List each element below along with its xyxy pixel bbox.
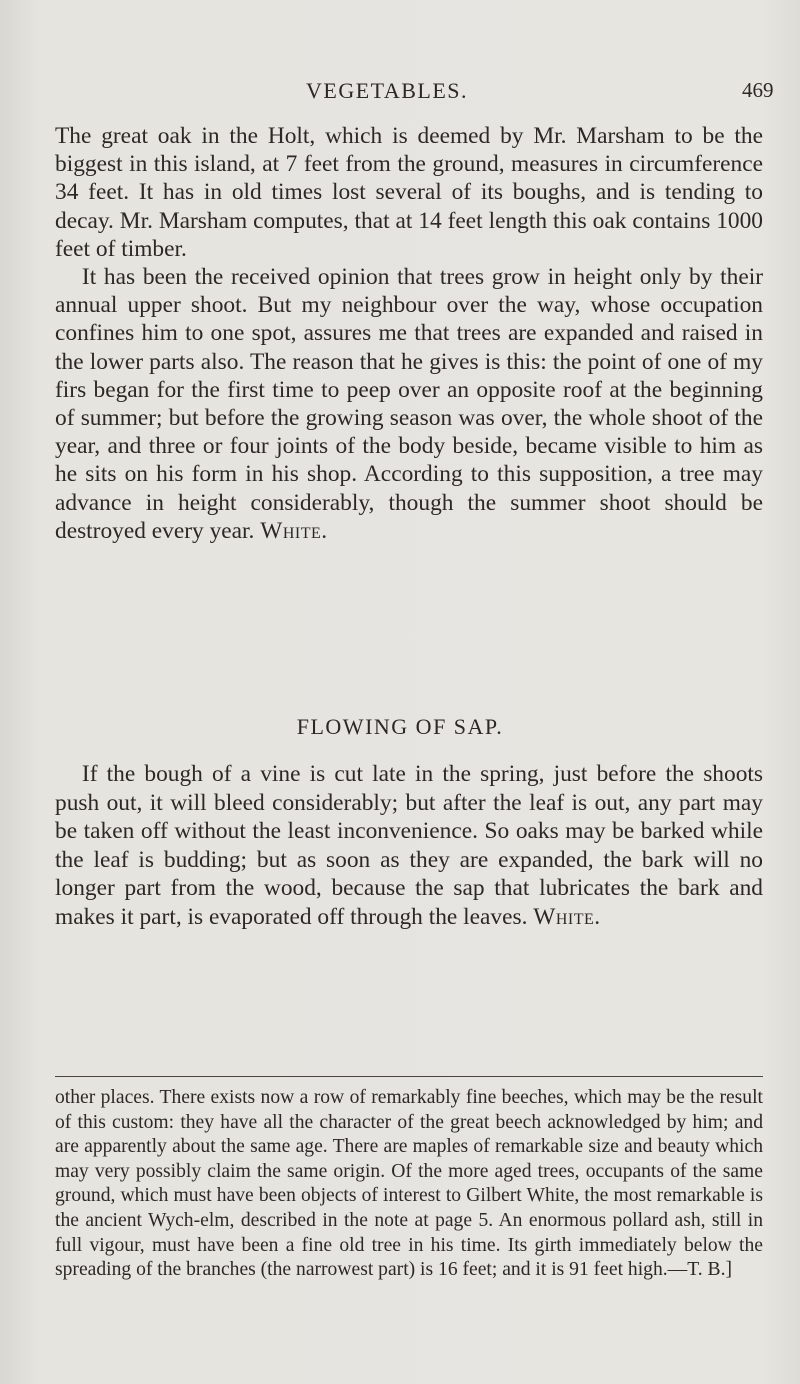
growth-paragraph-text: It has been the received opinion that trees grow in height only by their annual upper shoot. But my neighbour over the way, whose occupation confines him to one spot, assures me that trees are expanded and raised in the lower parts also. The reason that he gives is this: the point of one of my firs began for the first time to peep over an opposite roof at the beginning of summer; but before the growing season was over, the whole shoot of the year, and three or four joints of the body beside, became visible to him as he sits on his form in his shop. According to this supposition, a tree may advance in height considerably, though the summer shoot should be destroyed every year. xyxy=(55,264,763,544)
signature-white-1: White. xyxy=(260,517,328,544)
growth-paragraph xyxy=(55,263,763,545)
running-head xyxy=(0,78,800,108)
footnote-text: other places. There exists now a row of remarkably fine beeches, which may be the result of this custom: they have all the character of the great beech acknowledged by him; and are apparently about the same age. There are maples of remarkable size and beauty which may very possibly claim the same origin. Of the more aged trees, occupants of the same ground, which must have been objects of interest to Gilbert White, the most remarkable is the ancient Wych-elm, described in the note at page 5. An enormous pollard ash, still in full vigour, must have been a fine old tree in his time. Its girth immediately below the spreading of the branches (the narrowest part) is 16 feet; and it is 91 feet high.—T. B.] xyxy=(55,1087,763,1281)
sap-section xyxy=(55,760,763,932)
page-number: 469 xyxy=(742,78,774,102)
footnote-rule xyxy=(55,1076,763,1077)
section-heading-flowing-of-sap: FLOWING OF SAP. xyxy=(296,714,504,739)
footnote xyxy=(55,1086,763,1283)
sap-paragraph xyxy=(55,760,763,932)
sap-paragraph-text: If the bough of a vine is cut late in the spring, just before the shoots push out, it will bleed considerably; but after the leaf is out, any part may be taken off without the least inconvenience. So oaks may be barked while the leaf is budding; but as soon as they are expanded, the bark will no longer part from the wood, because the sap that lubricates the bark and makes it part, is evaporated off through the leaves. xyxy=(55,761,763,930)
running-title: VEGETABLES. xyxy=(306,78,469,103)
signature-white-2: White. xyxy=(533,903,601,930)
oak-paragraph xyxy=(55,122,763,263)
oak-paragraph-text: The great oak in the Holt, which is deemed by Mr. Marsham to be the biggest in this island, at 7 feet from the ground, measures in circumference 34 feet. It has in old times lost several of its boughs, and is tending to decay. Mr. Marsham computes, that at 14 feet length this oak contains 1000 feet of timber. xyxy=(55,123,763,262)
oak-section xyxy=(55,122,763,545)
